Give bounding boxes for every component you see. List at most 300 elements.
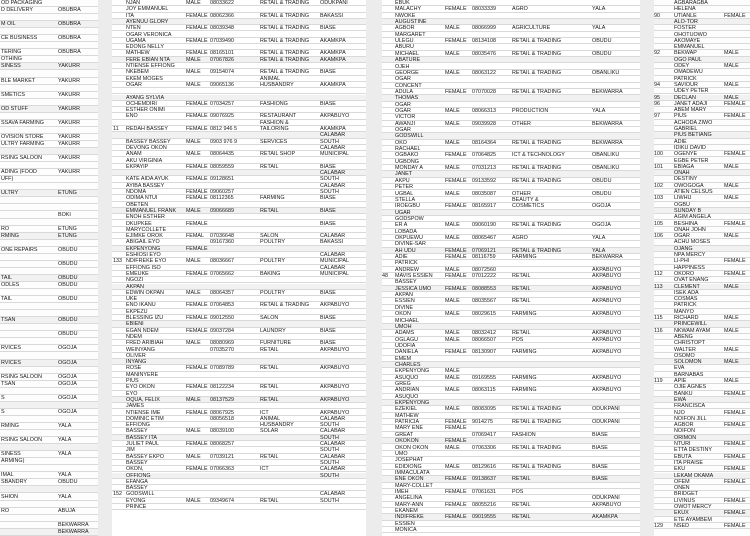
cell-name: OGBAKO (395, 152, 419, 159)
cell-biz: RETAIL (260, 497, 279, 504)
cell-name: MONDAY A (395, 165, 423, 172)
cell-sex: MALE (724, 378, 739, 384)
cell-lga: OBUDU (58, 296, 78, 303)
cell-name: NTIENSE IME (126, 409, 161, 416)
cell-lga: CALABAR (320, 170, 346, 177)
cell-sex: FEMALE (724, 220, 746, 227)
cell-name: ACHU MOSES (674, 239, 711, 246)
cell-name: GODSWILL (395, 133, 424, 140)
cell-name: KATE AIDA AYUK (126, 176, 169, 183)
cell-lga: BIASE (320, 195, 336, 202)
cell-sex: MALE (724, 233, 739, 240)
cell-name: ASUQUO (395, 393, 419, 400)
cell-lga: BAKASSI (320, 12, 344, 19)
cell-biz: HUSBANDRY (260, 81, 294, 88)
cell-biz: RETAIL (260, 207, 279, 214)
cell-biz: RETAIL & TRADING (512, 419, 562, 426)
cell-biz: RETAIL (512, 501, 531, 508)
cell-phone: 07064853 (210, 302, 234, 309)
cell-name: LI-PHI (674, 258, 690, 265)
cell-phone: 07067826 (210, 56, 234, 63)
cell-lga: BIASE (320, 289, 336, 296)
cell-sex: MALE (186, 340, 201, 347)
cell-sex: MALE (445, 311, 460, 318)
cell-sex: FEMALE (186, 113, 208, 120)
cell-name: ESHIOSI EYO (126, 252, 161, 258)
table-row (0, 71, 98, 78)
cell-name: OGAR (395, 107, 411, 114)
cell-name: MARY ENE (395, 425, 423, 432)
table-row (0, 381, 98, 388)
table-row (0, 360, 98, 367)
cell-lga: OBUDU (58, 274, 78, 281)
table-row (0, 49, 98, 56)
cell-biz: RETAIL & TRADING (512, 165, 562, 172)
cell-name: TSAN (1, 317, 16, 324)
cell-name: RVICES (1, 345, 21, 352)
cell-lga: SOUTH (320, 447, 339, 454)
cell-sex: FEMALE (186, 384, 208, 391)
cell-sn: 100 (654, 151, 663, 158)
cell-phone: 08122234 (210, 384, 234, 391)
cell-biz: POULTRY (260, 239, 285, 246)
cell-name: PRINCEWILL (674, 321, 707, 328)
cell-name: LOBADA (395, 228, 417, 235)
table-row (0, 190, 98, 197)
cell-name: OCHEMDIRI (126, 100, 157, 107)
cell-biz: RETAIL (512, 298, 531, 305)
cell-sex: FEMALE (186, 441, 208, 447)
table-row (0, 254, 98, 261)
cell-biz: RETAIL & TRADING (512, 222, 562, 229)
cell-phone: 09167360 (210, 239, 234, 246)
cell-name: ACHODA ZIWO (674, 119, 713, 126)
cell-sex: MALE (186, 289, 201, 296)
table-row (0, 99, 98, 106)
cell-sex: FEMALE (186, 315, 208, 321)
cell-name: ENO (126, 113, 138, 120)
cell-name: MARY-ANN (395, 501, 424, 508)
cell-phone: 08036667 (210, 258, 234, 265)
cell-name: GODSPOW (395, 215, 424, 222)
cell-sex: MALE (445, 50, 460, 57)
cell-name: ONEN (674, 485, 690, 492)
cell-lga: CALABAR (320, 441, 346, 447)
cell-biz: FARMING (260, 195, 285, 202)
cell-biz: SERVICES (260, 138, 288, 145)
cell-phone: 08056518 (210, 415, 234, 422)
cell-phone: 07089789 (210, 365, 234, 372)
cell-name: BASSEY (395, 279, 417, 286)
cell-name: OGBU (674, 201, 690, 208)
cell-name: AYIBA BASSEY (126, 182, 165, 189)
cell-name: UGBAL (395, 190, 414, 197)
cell-lga: BEKWARRA (592, 139, 623, 146)
cell-name: AKPAN (126, 283, 144, 290)
cell-sex: FEMALE (724, 497, 746, 504)
cell-phone: 08062366 (210, 12, 234, 19)
cell-name: ABURU (395, 44, 414, 51)
cell-lga: AKPABUYO (592, 501, 622, 508)
table-row (0, 275, 98, 282)
cell-name: OGO PAUL (674, 56, 702, 63)
cell-sn: 94 (654, 81, 660, 88)
cell-name: PATRICIA (395, 419, 420, 426)
cell-phone: 08066507 (472, 336, 496, 343)
cell-biz: RETAIL & TRADING (260, 50, 310, 57)
cell-name: TSAN (1, 380, 16, 387)
table-row (0, 28, 98, 35)
cell-biz: ICT (260, 409, 269, 416)
cell-sex: MALE (445, 336, 460, 343)
cell-name: S (1, 394, 5, 401)
cell-sn: 95 (654, 94, 660, 101)
cell-name: RO (1, 225, 10, 232)
cell-sex: FEMALE (724, 522, 746, 529)
cell-biz: AGRO (512, 6, 528, 13)
cell-name: UMOH (395, 323, 412, 330)
cell-name: LEKAM OKAMA (674, 472, 714, 479)
table-row (0, 458, 98, 465)
cell-name: NOIFON (674, 428, 695, 435)
cell-biz: FURNITURE (260, 340, 292, 347)
cell-biz: RETAIL & TRADING (512, 463, 562, 470)
table-row (0, 317, 98, 324)
cell-biz: FASHIONG (260, 100, 288, 107)
cell-lga: OGOJA (58, 408, 77, 415)
cell-lga: CALABAR (320, 453, 346, 460)
cell-name: OVAT ENANG (674, 277, 709, 284)
cell-lga: AKPABUYO (592, 273, 622, 280)
table-row (0, 430, 98, 437)
cell-name: HAPPINESS (674, 264, 705, 271)
table-row (0, 169, 98, 176)
cell-sex: MALE (445, 190, 460, 197)
cell-name: GREG (395, 381, 411, 387)
cell-name: EGBE PETER (674, 157, 709, 164)
cell-lga: YAKURR (58, 77, 81, 84)
cell-name: BANKU (674, 390, 693, 397)
cell-name: EMEM (395, 355, 412, 362)
cell-sn: 119 (654, 378, 663, 384)
cell-lga: OBUDU (592, 38, 612, 45)
table-row (0, 56, 98, 63)
cell-sex: MALE (186, 207, 201, 214)
table-row (0, 261, 98, 268)
cell-lga: BIASE (320, 25, 336, 32)
cell-name: EMEUKE (126, 270, 149, 277)
cell-name: OBETEN (126, 201, 149, 208)
cell-name: OKON (395, 311, 411, 318)
cell-phone: 08116759 (472, 254, 496, 260)
cell-name: OKO (395, 139, 407, 146)
cell-lga: AKPABUYO (592, 285, 622, 292)
cell-lga: AKPABUYO (592, 387, 622, 394)
cell-name: EKANEM (395, 508, 418, 514)
cell-name: EMMANUEL FRANK (126, 207, 177, 214)
cell-lga: OGOJA (58, 345, 77, 352)
cell-name: BARNABAS (674, 371, 704, 378)
cell-name: OFEM (674, 478, 690, 485)
cell-name: OGAR (395, 101, 411, 108)
cell-name: EKUX (674, 510, 689, 517)
cell-sex: FEMALE (186, 163, 208, 170)
cell-name: PRINCE (126, 504, 147, 510)
cell-sex: FEMALE (445, 152, 467, 159)
cell-biz: SOLAR (260, 428, 279, 435)
cell-sex: MALE (724, 283, 739, 290)
table-row (0, 0, 98, 7)
cell-name: EDWIN OKPAN (126, 289, 164, 296)
cell-name: MATHEW (126, 50, 150, 57)
cell-lga: CALABAR (320, 415, 346, 422)
cell-name: CE BUSINESS (1, 35, 38, 42)
cell-sex: FEMALE (445, 514, 467, 521)
cell-phone: 0903 976 9 (210, 138, 237, 145)
cell-lga: YALA (58, 472, 72, 479)
cell-sex: MALE (724, 327, 739, 334)
cell-name: INYANG (126, 359, 147, 366)
cell-lga: BIASE (320, 69, 336, 76)
cell-name: CHARLES (395, 361, 421, 368)
cell-name: MANINYERE (126, 371, 159, 378)
cell-name: EGAN NDEM (126, 327, 159, 334)
table-row (0, 303, 98, 310)
cell-lga: OGOJA (58, 394, 77, 401)
table-row (0, 444, 98, 451)
cell-lga: OBUDU (58, 260, 78, 267)
cell-phone: 08039100 (210, 428, 234, 435)
cell-lga: AKPABUYO (592, 349, 622, 356)
cell-name: ADULA (395, 88, 413, 95)
cell-lga: AKPABUYO (592, 336, 622, 343)
cell-lga: OBUDU (592, 50, 612, 57)
table-row (0, 437, 98, 444)
cell-sex: FEMALE (186, 195, 208, 202)
table-row (0, 353, 98, 360)
cell-biz: ANIMAL (260, 415, 281, 422)
cell-biz: RETAIL (260, 396, 279, 403)
cell-lga: ETUNG (58, 190, 77, 197)
cell-phone: 08064435 (210, 151, 234, 158)
cell-name: DIVINE-SAR (395, 241, 426, 248)
cell-phone: 08112365 (210, 195, 234, 202)
cell-phone: 09066689 (210, 207, 234, 214)
cell-name: HELENA (674, 6, 696, 13)
cell-name: IMMACULATA (395, 469, 430, 476)
cell-phone: 08080969 (210, 340, 234, 347)
cell-name: ULTRY (1, 190, 19, 197)
cell-name: BLESSING IZU (126, 315, 164, 321)
cell-sex: MALE (445, 406, 460, 413)
cell-name: BASSEY ITA (126, 434, 157, 441)
cell-name: PIUS (674, 113, 687, 120)
cell-lga: OGOJA (58, 380, 77, 387)
cell-name: BASSEY (126, 428, 148, 435)
cell-name: GREAT (395, 431, 414, 438)
cell-phone: 09060257 (210, 189, 234, 195)
cell-biz: RETAIL & TRADING (260, 302, 310, 309)
cell-name: FRED ARIBIAH (126, 340, 164, 347)
table-row (0, 35, 98, 42)
table-row (0, 423, 98, 430)
cell-phone: 08067925 (210, 409, 234, 416)
cell-name: NDEM (126, 333, 142, 340)
cell-sn: 129 (654, 522, 663, 529)
table-row (0, 416, 98, 423)
cell-sex: FEMALE (445, 273, 467, 280)
cell-sex: MALE (445, 368, 460, 375)
cell-lga: YALA (592, 234, 606, 241)
cell-name: ABEM MARY (674, 107, 707, 114)
cell-lga: BIASE (320, 220, 336, 227)
cell-sn: 101 (654, 163, 663, 170)
cell-sex: FEMALE (724, 151, 746, 158)
cell-biz: RETAIL (260, 163, 279, 170)
cell-phone: 07036648 (210, 233, 234, 240)
cell-name: OLIVER (126, 352, 146, 359)
cell-lga: BEKWARRA (58, 521, 89, 528)
cell-name: LIVINUS (674, 497, 695, 504)
cell-name: DECLAN (674, 94, 696, 101)
cell-name: OGAR VERONICA (126, 31, 172, 38)
cell-phone: 07035270 (210, 346, 234, 353)
cell-phone: 09019555 (472, 514, 496, 521)
cell-phone: 08137529 (210, 396, 234, 403)
cell-lga: BIASE (320, 340, 336, 347)
cell-name: AGBOR (674, 422, 694, 429)
table-row (0, 183, 98, 190)
cell-sex: FEMALE (724, 510, 746, 517)
cell-name: AKPAN (395, 292, 413, 299)
cell-sex: MALE (445, 69, 460, 76)
cell-name: UFF) (1, 176, 14, 183)
cell-sex: MALE (445, 139, 460, 146)
cell-lga: CALABAR (320, 233, 346, 240)
cell-lga: YALA (592, 107, 606, 114)
cell-lga: ODUKPANI (320, 0, 348, 6)
cell-sex: MALE (445, 330, 460, 337)
cell-name: OGAR (126, 81, 142, 88)
cell-name: OD PACKAGING (1, 0, 43, 6)
cell-name: OWOT MERCY (674, 504, 712, 510)
cell-name: SINESS (1, 63, 21, 70)
cell-sex: MALE (186, 81, 201, 88)
cell-name: UKE (126, 296, 138, 303)
cell-name: SSAVA FARMING (1, 119, 44, 126)
table-row (0, 409, 98, 416)
cell-phone: 08066313 (472, 107, 496, 114)
sheet-page-2 (112, 0, 366, 536)
cell-name: REDAH BASSEY (126, 126, 168, 132)
cell-biz: AGRO (512, 234, 528, 241)
cell-name: MANYO (674, 308, 694, 315)
cell-sex: FEMALE (445, 438, 467, 445)
table-row (0, 120, 98, 127)
cell-sn: 102 (654, 182, 663, 189)
cell-name: NKWAM AYAM (674, 327, 711, 334)
cell-name: ADING (FOOD (1, 169, 37, 176)
cell-lga: BIASE (592, 476, 608, 483)
cell-name: AKOMAYE (674, 37, 701, 44)
cell-phone: 07012222 (472, 273, 496, 280)
cell-lga: BEKWARRA (592, 120, 623, 127)
cell-name: ULTRY FARMING (1, 141, 45, 147)
cell-sex: FEMALE (186, 409, 208, 416)
cell-lga: BIASE (592, 431, 608, 438)
cell-biz: OTHER (512, 190, 531, 197)
cell-lga: OBANLIKU (592, 152, 620, 159)
cell-name: ADAMS (395, 330, 415, 337)
cell-lga: AKPABUYO (592, 298, 622, 305)
cell-phone: 09169555 (472, 374, 496, 381)
cell-lga: BIASE (320, 163, 336, 170)
cell-lga: OBUDU (58, 479, 78, 486)
cell-sex: MALE (186, 69, 201, 76)
cell-name: STELLA (395, 196, 416, 203)
cell-name: SINESS (1, 451, 21, 458)
cell-lga: OBUDU (58, 282, 78, 288)
cell-name: JOY EMMANUEL (126, 6, 169, 13)
cell-lga: YALA (58, 437, 72, 444)
cell-phone: 09133592 (472, 177, 496, 184)
cell-name: ULEGU (395, 38, 414, 45)
cell-phone: 09060190 (472, 222, 496, 229)
cell-biz: RETAIL (260, 384, 279, 391)
cell-name: CONCENT (395, 82, 422, 89)
gutter-3 (640, 0, 654, 536)
table-row (0, 529, 98, 536)
cell-sn: 106 (654, 233, 663, 240)
cell-name: ADIE (395, 254, 408, 260)
cell-name: NDOMA (126, 189, 147, 195)
cell-sex: FEMALE (445, 254, 467, 260)
cell-sex: FEMALE (445, 247, 467, 254)
cell-name: NWOKE (395, 12, 416, 19)
cell-lga: YALA (592, 25, 606, 32)
table-row (0, 522, 98, 529)
table-row (0, 268, 98, 275)
cell-name: EBUTA (674, 453, 692, 460)
table-row (0, 127, 98, 134)
cell-sn: 97 (654, 113, 660, 120)
cell-biz: FARMING (512, 254, 537, 260)
cell-name: ETTA DESTINY (674, 447, 712, 454)
cell-sex: FEMALE (186, 189, 208, 195)
cell-lga: YALA (58, 423, 72, 429)
cell-name: VICTOR (395, 114, 416, 121)
cell-name: TERING (1, 49, 22, 56)
cell-name: WEINYANG (126, 346, 155, 353)
cell-name: NJAN (126, 0, 141, 6)
cell-name: EYO OKON (126, 384, 155, 391)
cell-name: JULIET PAUL (126, 441, 160, 447)
cell-phone: 08059559 (210, 163, 234, 170)
cell-name: RMING (1, 423, 19, 429)
cell-name: TAIL (1, 296, 12, 303)
cell-sex: FEMALE (724, 100, 746, 107)
cell-lga: AKAMKPA (320, 126, 346, 132)
cell-phone: 07070028 (472, 88, 496, 95)
cell-sex: MALE (724, 94, 739, 101)
table-row (0, 176, 98, 183)
cell-lga: CALABAR (320, 466, 346, 473)
cell-sex: FEMALE (186, 302, 208, 309)
table-row (0, 113, 98, 120)
cell-name: RO (1, 507, 10, 514)
cell-phone: 08029615 (472, 311, 496, 318)
cell-name: ER A (395, 222, 408, 229)
